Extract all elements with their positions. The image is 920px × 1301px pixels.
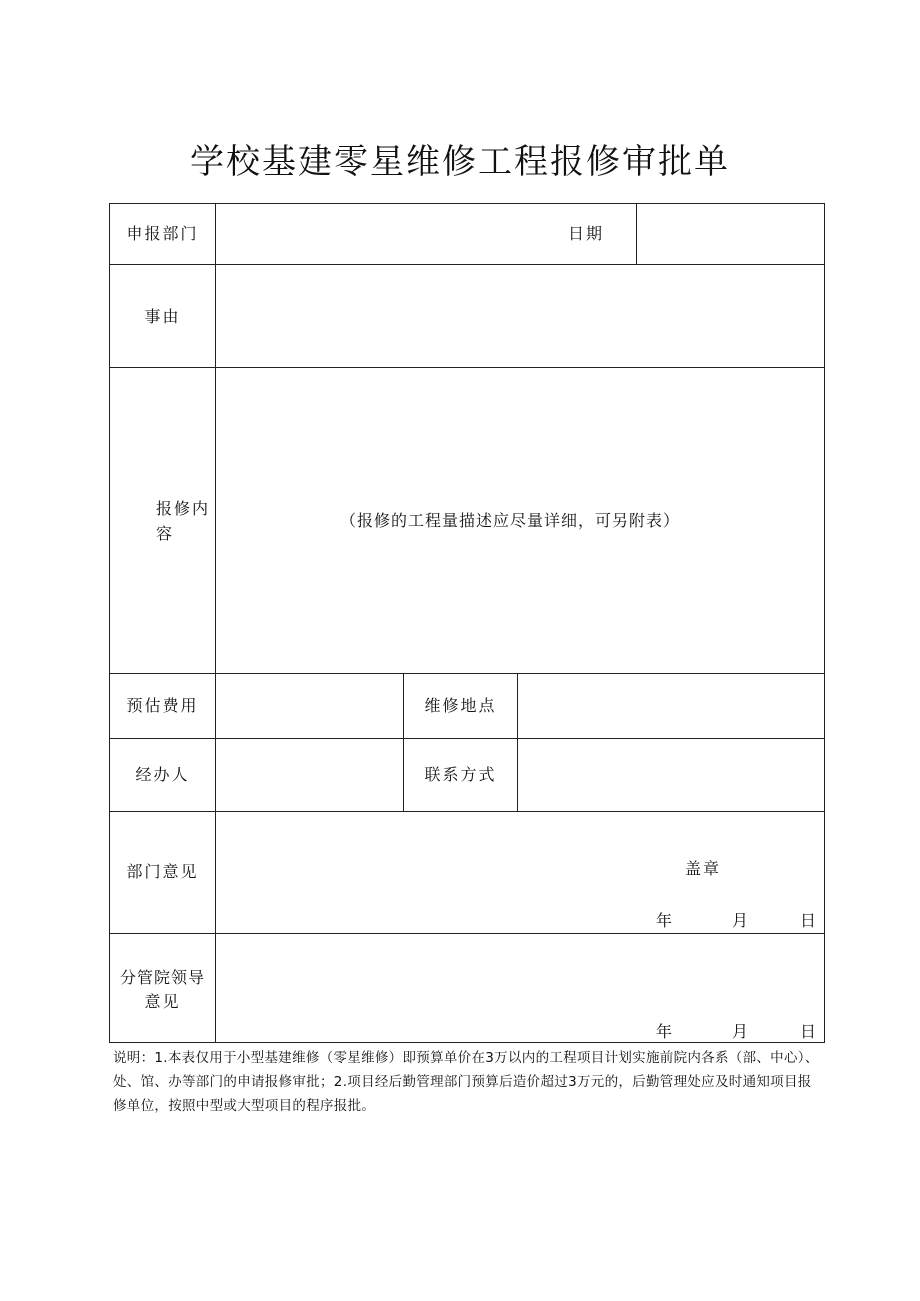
month-label: 月 xyxy=(732,1022,751,1041)
location-label: 维修地点 xyxy=(424,696,497,715)
dept-opinion-label: 部门意见 xyxy=(126,862,199,881)
approval-form-table xyxy=(109,203,825,1043)
year-label: 年 xyxy=(656,1022,675,1041)
seal-label: 盖章 xyxy=(685,859,722,878)
day-label: 日 xyxy=(800,1022,819,1041)
handler-label: 经办人 xyxy=(135,765,190,784)
dept-input[interactable] xyxy=(216,204,556,264)
reason-input[interactable] xyxy=(216,265,824,367)
day-label: 日 xyxy=(800,911,819,930)
handler-input[interactable] xyxy=(216,739,403,811)
reason-label: 事由 xyxy=(144,307,181,326)
contact-input[interactable] xyxy=(518,739,824,811)
year-label: 年 xyxy=(656,911,675,930)
cost-input[interactable] xyxy=(216,674,403,738)
content-label-line1: 报修内 xyxy=(156,499,211,518)
leader-opinion-label-line2: 意见 xyxy=(144,992,181,1011)
date-label: 日期 xyxy=(568,224,605,243)
content-label-line2: 容 xyxy=(156,524,175,543)
footnote: 说明：1.本表仅用于小型基建维修（零星维修）即预算单价在3万以内的工程项目计划实施前院内各系（部、中心）、处、馆、办等部门的申请报修审批；2.项目经后勤管理部门预算后造价超过3万元的，后勤管理处应及时通知项目报修单位，按照中型或大型项目的程序报批。 xyxy=(113,1050,819,1114)
dept-label: 申报部门 xyxy=(126,224,199,243)
location-input[interactable] xyxy=(518,674,824,738)
date-input[interactable] xyxy=(637,204,824,264)
leader-opinion-label-line1: 分管院领导 xyxy=(119,968,205,987)
page-title: 学校基建零星维修工程报修审批单 xyxy=(190,142,730,182)
content-hint: （报修的工程量描述应尽量详细，可另附表） xyxy=(340,511,681,530)
contact-label: 联系方式 xyxy=(424,765,497,784)
month-label: 月 xyxy=(732,911,751,930)
cost-label: 预估费用 xyxy=(126,696,199,715)
